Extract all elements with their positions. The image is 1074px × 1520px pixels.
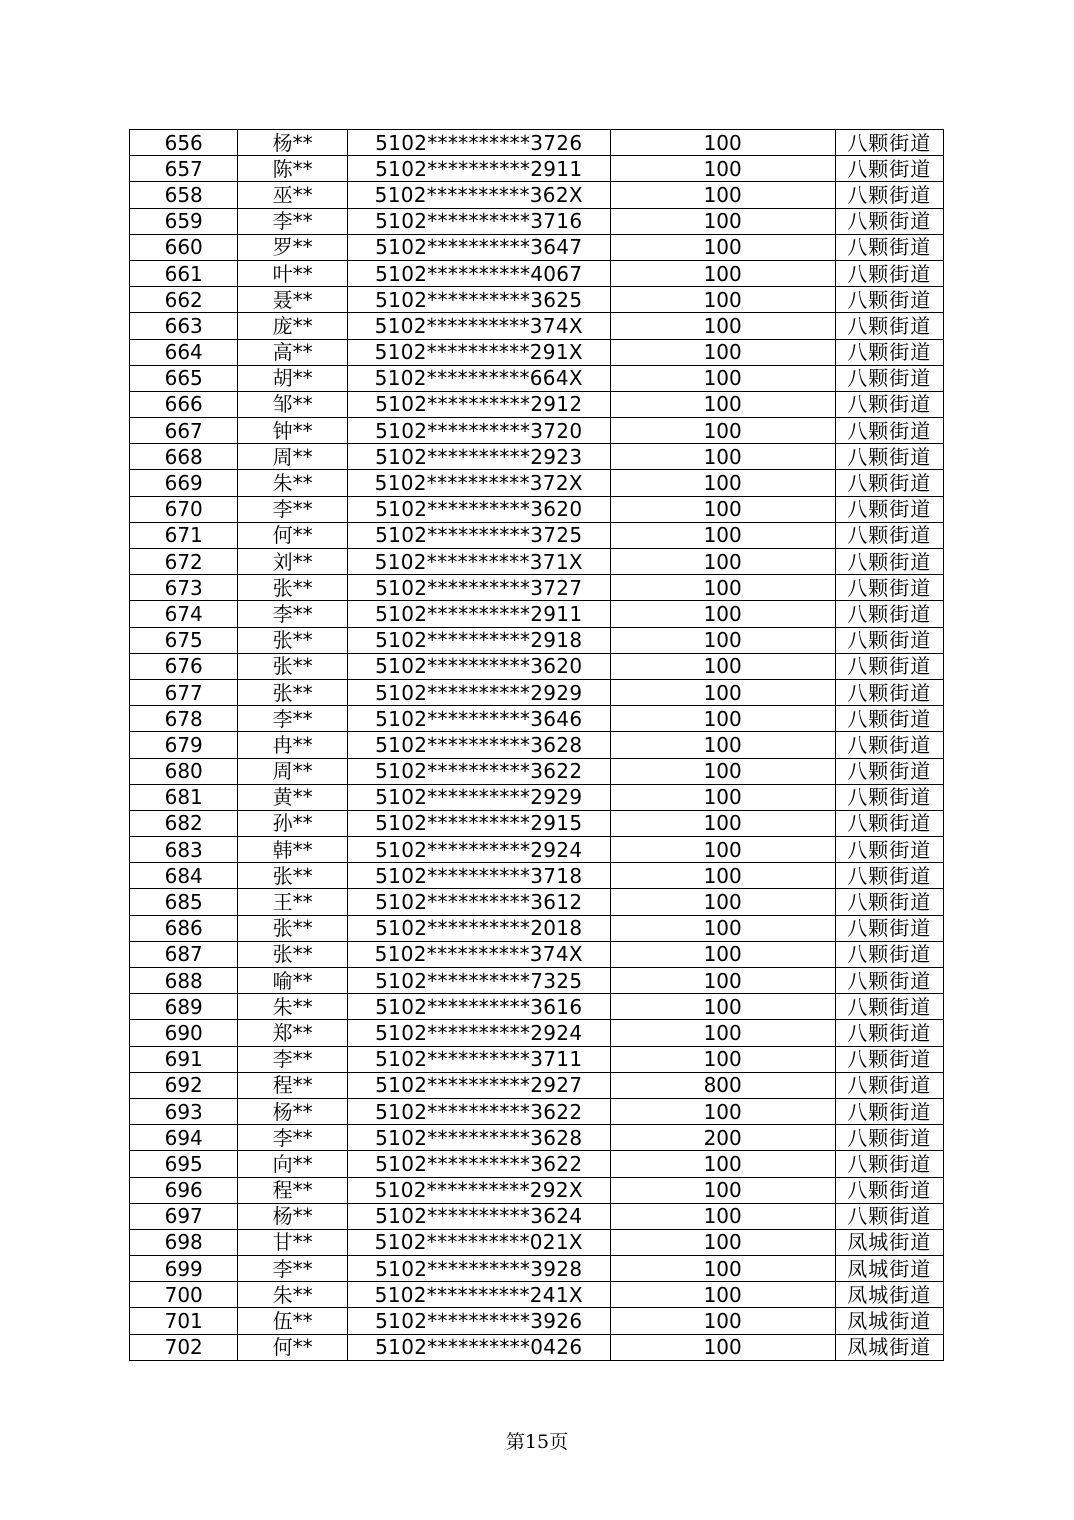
- cell-street: 八颗街道: [835, 1046, 943, 1072]
- cell-street: 八颗街道: [835, 496, 943, 522]
- cell-id-number: 5102**********2923: [347, 444, 610, 470]
- table-row: [130, 1046, 944, 1072]
- cell-amount: 200: [610, 1125, 835, 1151]
- cell-amount: 100: [610, 339, 835, 365]
- cell-street: 八颗街道: [835, 156, 943, 182]
- cell-name: 向**: [238, 1151, 347, 1177]
- cell-amount: 100: [610, 1151, 835, 1177]
- cell-id-number: 5102**********3727: [347, 575, 610, 601]
- table-row: [130, 1203, 944, 1229]
- cell-amount: 100: [610, 365, 835, 391]
- cell-number: 673: [130, 575, 238, 601]
- cell-amount: 100: [610, 1203, 835, 1229]
- cell-number: 661: [130, 260, 238, 286]
- cell-id-number: 5102**********3646: [347, 706, 610, 732]
- cell-number: 692: [130, 1072, 238, 1098]
- cell-name: 韩**: [238, 837, 347, 863]
- cell-name: 刘**: [238, 549, 347, 575]
- cell-number: 670: [130, 496, 238, 522]
- cell-street: 八颗街道: [835, 339, 943, 365]
- cell-number: 677: [130, 679, 238, 705]
- table-row: [130, 863, 944, 889]
- table-row: [130, 182, 944, 208]
- cell-name: 杨**: [238, 1203, 347, 1229]
- table-row: [130, 941, 944, 967]
- cell-name: 郑**: [238, 1020, 347, 1046]
- table-row: [130, 234, 944, 260]
- table-row: [130, 810, 944, 836]
- cell-amount: 100: [610, 1282, 835, 1308]
- table-row: [130, 784, 944, 810]
- cell-number: 674: [130, 601, 238, 627]
- cell-id-number: 5102**********3725: [347, 522, 610, 548]
- table-row: [130, 1229, 944, 1255]
- cell-id-number: 5102**********3622: [347, 758, 610, 784]
- cell-street: 八颗街道: [835, 1072, 943, 1098]
- cell-amount: 100: [610, 915, 835, 941]
- cell-street: 八颗街道: [835, 1151, 943, 1177]
- cell-street: 八颗街道: [835, 732, 943, 758]
- cell-name: 喻**: [238, 968, 347, 994]
- cell-street: 八颗街道: [835, 208, 943, 234]
- cell-amount: 100: [610, 1334, 835, 1360]
- cell-id-number: 5102**********3620: [347, 496, 610, 522]
- cell-street: 八颗街道: [835, 313, 943, 339]
- cell-id-number: 5102**********3711: [347, 1046, 610, 1072]
- cell-street: 八颗街道: [835, 1177, 943, 1203]
- cell-amount: 100: [610, 313, 835, 339]
- cell-id-number: 5102**********374X: [347, 941, 610, 967]
- cell-number: 660: [130, 234, 238, 260]
- cell-amount: 100: [610, 732, 835, 758]
- cell-name: 张**: [238, 575, 347, 601]
- cell-number: 688: [130, 968, 238, 994]
- cell-id-number: 5102**********2929: [347, 679, 610, 705]
- cell-id-number: 5102**********3716: [347, 208, 610, 234]
- table-row: [130, 915, 944, 941]
- table-body: [130, 130, 944, 1361]
- cell-street: 八颗街道: [835, 1125, 943, 1151]
- cell-number: 696: [130, 1177, 238, 1203]
- cell-amount: 100: [610, 208, 835, 234]
- cell-id-number: 5102**********3628: [347, 732, 610, 758]
- table-row: [130, 339, 944, 365]
- cell-name: 伍**: [238, 1308, 347, 1334]
- cell-id-number: 5102**********241X: [347, 1282, 610, 1308]
- cell-street: 八颗街道: [835, 706, 943, 732]
- table-row: [130, 549, 944, 575]
- cell-id-number: 5102**********664X: [347, 365, 610, 391]
- cell-id-number: 5102**********2927: [347, 1072, 610, 1098]
- cell-street: 八颗街道: [835, 234, 943, 260]
- table-row: [130, 994, 944, 1020]
- cell-id-number: 5102**********2911: [347, 601, 610, 627]
- cell-street: 八颗街道: [835, 968, 943, 994]
- cell-street: 八颗街道: [835, 915, 943, 941]
- cell-name: 钟**: [238, 418, 347, 444]
- cell-number: 695: [130, 1151, 238, 1177]
- cell-amount: 100: [610, 706, 835, 732]
- cell-name: 张**: [238, 653, 347, 679]
- cell-street: 凤城街道: [835, 1256, 943, 1282]
- cell-id-number: 5102**********2929: [347, 784, 610, 810]
- page-number: 第15页: [505, 1431, 569, 1453]
- cell-name: 李**: [238, 496, 347, 522]
- cell-street: 八颗街道: [835, 444, 943, 470]
- cell-name: 李**: [238, 706, 347, 732]
- cell-name: 李**: [238, 1256, 347, 1282]
- cell-id-number: 5102**********2018: [347, 915, 610, 941]
- cell-street: 八颗街道: [835, 418, 943, 444]
- cell-amount: 100: [610, 863, 835, 889]
- cell-amount: 100: [610, 522, 835, 548]
- cell-amount: 100: [610, 470, 835, 496]
- cell-name: 王**: [238, 889, 347, 915]
- cell-id-number: 5102**********2911: [347, 156, 610, 182]
- cell-amount: 100: [610, 758, 835, 784]
- cell-name: 李**: [238, 208, 347, 234]
- cell-amount: 100: [610, 444, 835, 470]
- cell-number: 669: [130, 470, 238, 496]
- table-row: [130, 287, 944, 313]
- cell-number: 698: [130, 1229, 238, 1255]
- table-row: [130, 260, 944, 286]
- cell-name: 杨**: [238, 130, 347, 156]
- cell-number: 686: [130, 915, 238, 941]
- cell-number: 701: [130, 1308, 238, 1334]
- cell-number: 689: [130, 994, 238, 1020]
- cell-name: 朱**: [238, 994, 347, 1020]
- table-row: [130, 889, 944, 915]
- table-row: [130, 732, 944, 758]
- cell-name: 李**: [238, 1046, 347, 1072]
- cell-street: 八颗街道: [835, 260, 943, 286]
- table-row: [130, 1125, 944, 1151]
- cell-id-number: 5102**********3647: [347, 234, 610, 260]
- cell-name: 叶**: [238, 260, 347, 286]
- cell-id-number: 5102**********3616: [347, 994, 610, 1020]
- cell-street: 八颗街道: [835, 1020, 943, 1046]
- table-row: [130, 522, 944, 548]
- cell-amount: 100: [610, 968, 835, 994]
- cell-number: 666: [130, 391, 238, 417]
- cell-name: 程**: [238, 1177, 347, 1203]
- cell-number: 675: [130, 627, 238, 653]
- cell-street: 凤城街道: [835, 1282, 943, 1308]
- cell-id-number: 5102**********2912: [347, 391, 610, 417]
- cell-id-number: 5102**********3628: [347, 1125, 610, 1151]
- table-row: [130, 365, 944, 391]
- cell-number: 659: [130, 208, 238, 234]
- cell-street: 八颗街道: [835, 994, 943, 1020]
- cell-street: 八颗街道: [835, 810, 943, 836]
- cell-number: 663: [130, 313, 238, 339]
- table-row: [130, 1151, 944, 1177]
- cell-street: 八颗街道: [835, 287, 943, 313]
- cell-number: 693: [130, 1098, 238, 1124]
- cell-number: 694: [130, 1125, 238, 1151]
- cell-name: 甘**: [238, 1229, 347, 1255]
- cell-number: 667: [130, 418, 238, 444]
- cell-name: 张**: [238, 627, 347, 653]
- cell-id-number: 5102**********3718: [347, 863, 610, 889]
- cell-amount: 100: [610, 234, 835, 260]
- cell-amount: 100: [610, 418, 835, 444]
- cell-id-number: 5102**********3625: [347, 287, 610, 313]
- cell-number: 658: [130, 182, 238, 208]
- table-row: [130, 444, 944, 470]
- cell-number: 664: [130, 339, 238, 365]
- cell-amount: 100: [610, 182, 835, 208]
- cell-name: 何**: [238, 1334, 347, 1360]
- table-row: [130, 1098, 944, 1124]
- cell-name: 张**: [238, 863, 347, 889]
- cell-number: 702: [130, 1334, 238, 1360]
- cell-id-number: 5102**********3624: [347, 1203, 610, 1229]
- cell-street: 八颗街道: [835, 391, 943, 417]
- cell-id-number: 5102**********3928: [347, 1256, 610, 1282]
- cell-number: 699: [130, 1256, 238, 1282]
- cell-name: 杨**: [238, 1098, 347, 1124]
- table-row: [130, 601, 944, 627]
- cell-amount: 100: [610, 889, 835, 915]
- cell-id-number: 5102**********2924: [347, 1020, 610, 1046]
- cell-name: 高**: [238, 339, 347, 365]
- cell-street: 八颗街道: [835, 653, 943, 679]
- cell-id-number: 5102**********4067: [347, 260, 610, 286]
- cell-id-number: 5102**********3926: [347, 1308, 610, 1334]
- table-row: [130, 1177, 944, 1203]
- cell-street: 八颗街道: [835, 470, 943, 496]
- cell-amount: 100: [610, 1229, 835, 1255]
- cell-amount: 100: [610, 156, 835, 182]
- cell-id-number: 5102**********7325: [347, 968, 610, 994]
- cell-number: 700: [130, 1282, 238, 1308]
- table-row: [130, 706, 944, 732]
- cell-street: 八颗街道: [835, 679, 943, 705]
- cell-number: 678: [130, 706, 238, 732]
- cell-id-number: 5102**********0426: [347, 1334, 610, 1360]
- table-row: [130, 418, 944, 444]
- cell-name: 庞**: [238, 313, 347, 339]
- cell-number: 687: [130, 941, 238, 967]
- cell-number: 662: [130, 287, 238, 313]
- cell-name: 张**: [238, 915, 347, 941]
- cell-street: 八颗街道: [835, 130, 943, 156]
- cell-name: 聂**: [238, 287, 347, 313]
- cell-id-number: 5102**********374X: [347, 313, 610, 339]
- cell-name: 周**: [238, 444, 347, 470]
- table-row: [130, 837, 944, 863]
- table-row: [130, 1308, 944, 1334]
- table-row: [130, 208, 944, 234]
- cell-amount: 100: [610, 810, 835, 836]
- cell-amount: 800: [610, 1072, 835, 1098]
- table-row: [130, 1072, 944, 1098]
- cell-amount: 100: [610, 549, 835, 575]
- cell-street: 八颗街道: [835, 182, 943, 208]
- cell-id-number: 5102**********362X: [347, 182, 610, 208]
- cell-street: 八颗街道: [835, 889, 943, 915]
- table-row: [130, 968, 944, 994]
- cell-amount: 100: [610, 1098, 835, 1124]
- cell-street: 八颗街道: [835, 627, 943, 653]
- cell-id-number: 5102**********372X: [347, 470, 610, 496]
- cell-id-number: 5102**********3720: [347, 418, 610, 444]
- table-row: [130, 653, 944, 679]
- cell-street: 八颗街道: [835, 1098, 943, 1124]
- cell-amount: 100: [610, 784, 835, 810]
- cell-id-number: 5102**********2915: [347, 810, 610, 836]
- cell-amount: 100: [610, 994, 835, 1020]
- cell-id-number: 5102**********3726: [347, 130, 610, 156]
- cell-name: 程**: [238, 1072, 347, 1098]
- cell-id-number: 5102**********3620: [347, 653, 610, 679]
- cell-street: 八颗街道: [835, 549, 943, 575]
- cell-name: 邹**: [238, 391, 347, 417]
- cell-street: 八颗街道: [835, 941, 943, 967]
- cell-amount: 100: [610, 287, 835, 313]
- cell-name: 李**: [238, 1125, 347, 1151]
- cell-street: 八颗街道: [835, 758, 943, 784]
- cell-name: 黄**: [238, 784, 347, 810]
- cell-name: 罗**: [238, 234, 347, 260]
- cell-name: 孙**: [238, 810, 347, 836]
- cell-street: 八颗街道: [835, 784, 943, 810]
- table-row: [130, 1020, 944, 1046]
- cell-name: 胡**: [238, 365, 347, 391]
- cell-name: 张**: [238, 941, 347, 967]
- cell-amount: 100: [610, 1256, 835, 1282]
- cell-number: 697: [130, 1203, 238, 1229]
- table-row: [130, 496, 944, 522]
- cell-street: 八颗街道: [835, 837, 943, 863]
- cell-amount: 100: [610, 1020, 835, 1046]
- cell-number: 668: [130, 444, 238, 470]
- cell-name: 何**: [238, 522, 347, 548]
- cell-amount: 100: [610, 260, 835, 286]
- cell-number: 685: [130, 889, 238, 915]
- cell-id-number: 5102**********3612: [347, 889, 610, 915]
- cell-amount: 100: [610, 130, 835, 156]
- cell-amount: 100: [610, 601, 835, 627]
- beneficiary-table: [129, 129, 944, 1361]
- cell-amount: 100: [610, 837, 835, 863]
- cell-street: 八颗街道: [835, 601, 943, 627]
- cell-number: 672: [130, 549, 238, 575]
- table-row: [130, 627, 944, 653]
- cell-number: 691: [130, 1046, 238, 1072]
- cell-street: 八颗街道: [835, 365, 943, 391]
- cell-street: 凤城街道: [835, 1308, 943, 1334]
- table-row: [130, 470, 944, 496]
- table-row: [130, 1334, 944, 1360]
- cell-number: 665: [130, 365, 238, 391]
- table-row: [130, 575, 944, 601]
- cell-amount: 100: [610, 391, 835, 417]
- table-row: [130, 391, 944, 417]
- cell-name: 巫**: [238, 182, 347, 208]
- cell-number: 681: [130, 784, 238, 810]
- cell-name: 朱**: [238, 470, 347, 496]
- cell-amount: 100: [610, 679, 835, 705]
- cell-id-number: 5102**********021X: [347, 1229, 610, 1255]
- cell-number: 682: [130, 810, 238, 836]
- cell-number: 656: [130, 130, 238, 156]
- cell-name: 张**: [238, 679, 347, 705]
- cell-number: 676: [130, 653, 238, 679]
- cell-id-number: 5102**********2924: [347, 837, 610, 863]
- cell-id-number: 5102**********292X: [347, 1177, 610, 1203]
- cell-id-number: 5102**********3622: [347, 1098, 610, 1124]
- cell-street: 八颗街道: [835, 522, 943, 548]
- cell-name: 陈**: [238, 156, 347, 182]
- cell-street: 八颗街道: [835, 863, 943, 889]
- cell-amount: 100: [610, 1308, 835, 1334]
- cell-number: 680: [130, 758, 238, 784]
- cell-street: 凤城街道: [835, 1229, 943, 1255]
- cell-number: 671: [130, 522, 238, 548]
- table-row: [130, 1282, 944, 1308]
- cell-number: 684: [130, 863, 238, 889]
- cell-name: 朱**: [238, 1282, 347, 1308]
- cell-amount: 100: [610, 653, 835, 679]
- table-row: [130, 130, 944, 156]
- cell-id-number: 5102**********291X: [347, 339, 610, 365]
- cell-number: 657: [130, 156, 238, 182]
- cell-amount: 100: [610, 496, 835, 522]
- table-row: [130, 156, 944, 182]
- cell-street: 八颗街道: [835, 1203, 943, 1229]
- table-row: [130, 1256, 944, 1282]
- cell-id-number: 5102**********3622: [347, 1151, 610, 1177]
- cell-number: 679: [130, 732, 238, 758]
- cell-id-number: 5102**********2918: [347, 627, 610, 653]
- table-row: [130, 758, 944, 784]
- cell-amount: 100: [610, 1046, 835, 1072]
- cell-amount: 100: [610, 941, 835, 967]
- cell-number: 690: [130, 1020, 238, 1046]
- cell-name: 李**: [238, 601, 347, 627]
- table-row: [130, 313, 944, 339]
- cell-street: 凤城街道: [835, 1334, 943, 1360]
- table-row: [130, 679, 944, 705]
- cell-amount: 100: [610, 575, 835, 601]
- cell-id-number: 5102**********371X: [347, 549, 610, 575]
- cell-name: 周**: [238, 758, 347, 784]
- cell-name: 冉**: [238, 732, 347, 758]
- cell-amount: 100: [610, 1177, 835, 1203]
- cell-number: 683: [130, 837, 238, 863]
- cell-street: 八颗街道: [835, 575, 943, 601]
- cell-amount: 100: [610, 627, 835, 653]
